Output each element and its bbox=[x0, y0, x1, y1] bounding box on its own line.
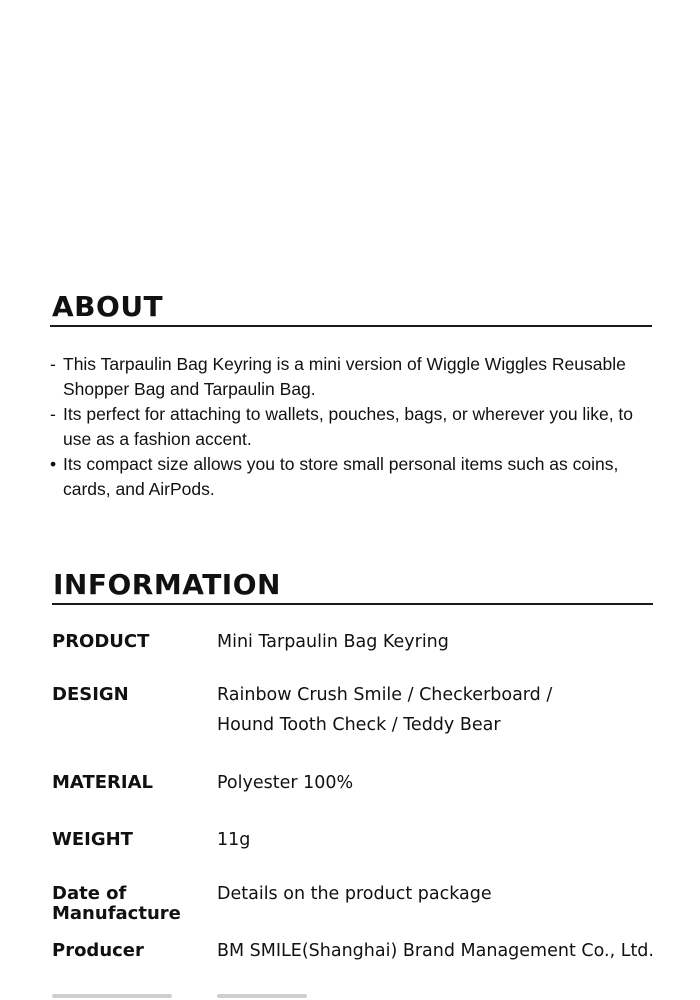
about-heading: ABOUT bbox=[52, 290, 164, 323]
dash-bullet: - bbox=[50, 354, 56, 374]
information-heading: INFORMATION bbox=[53, 568, 281, 601]
about-item-text: This Tarpaulin Bag Keyring is a mini version of Wiggle Wiggles Reusable Shopper Bag and Tarpaulin Bag. bbox=[63, 354, 626, 399]
info-label: PRODUCT bbox=[52, 631, 150, 652]
cropped-text-fragment bbox=[52, 994, 172, 998]
about-item-text: Its compact size allows you to store small personal items such as coins, cards, and AirPods. bbox=[63, 454, 619, 499]
info-label: WEIGHT bbox=[52, 829, 133, 850]
info-value bbox=[217, 680, 667, 740]
info-label: MATERIAL bbox=[52, 772, 153, 793]
info-label-line: Manufacture bbox=[52, 903, 181, 924]
list-item bbox=[50, 352, 650, 402]
list-item bbox=[50, 402, 650, 452]
about-divider bbox=[50, 325, 652, 327]
dash-bullet: - bbox=[50, 404, 56, 424]
info-value-line: Rainbow Crush Smile / Checkerboard / bbox=[217, 685, 553, 705]
about-item-text: Its perfect for attaching to wallets, pouches, bags, or wherever you like, to use as a fashion accent. bbox=[63, 404, 634, 449]
info-value: Polyester 100% bbox=[217, 773, 354, 793]
info-value-line: Hound Tooth Check / Teddy Bear bbox=[217, 715, 501, 735]
list-item bbox=[50, 452, 650, 502]
dot-bullet: • bbox=[50, 454, 57, 474]
info-value: Mini Tarpaulin Bag Keyring bbox=[217, 632, 449, 652]
about-list bbox=[50, 352, 650, 502]
cropped-next-row bbox=[0, 990, 700, 1000]
info-label: Producer bbox=[52, 940, 144, 961]
info-label-line: Date of bbox=[52, 883, 127, 904]
cropped-text-fragment bbox=[217, 994, 307, 998]
info-value: 11g bbox=[217, 830, 251, 850]
info-value: BM SMILE(Shanghai) Brand Management Co., Ltd. bbox=[217, 941, 654, 961]
info-value: Details on the product package bbox=[217, 884, 492, 904]
information-divider bbox=[52, 603, 653, 605]
info-label: DESIGN bbox=[52, 684, 129, 705]
info-label bbox=[52, 884, 202, 924]
